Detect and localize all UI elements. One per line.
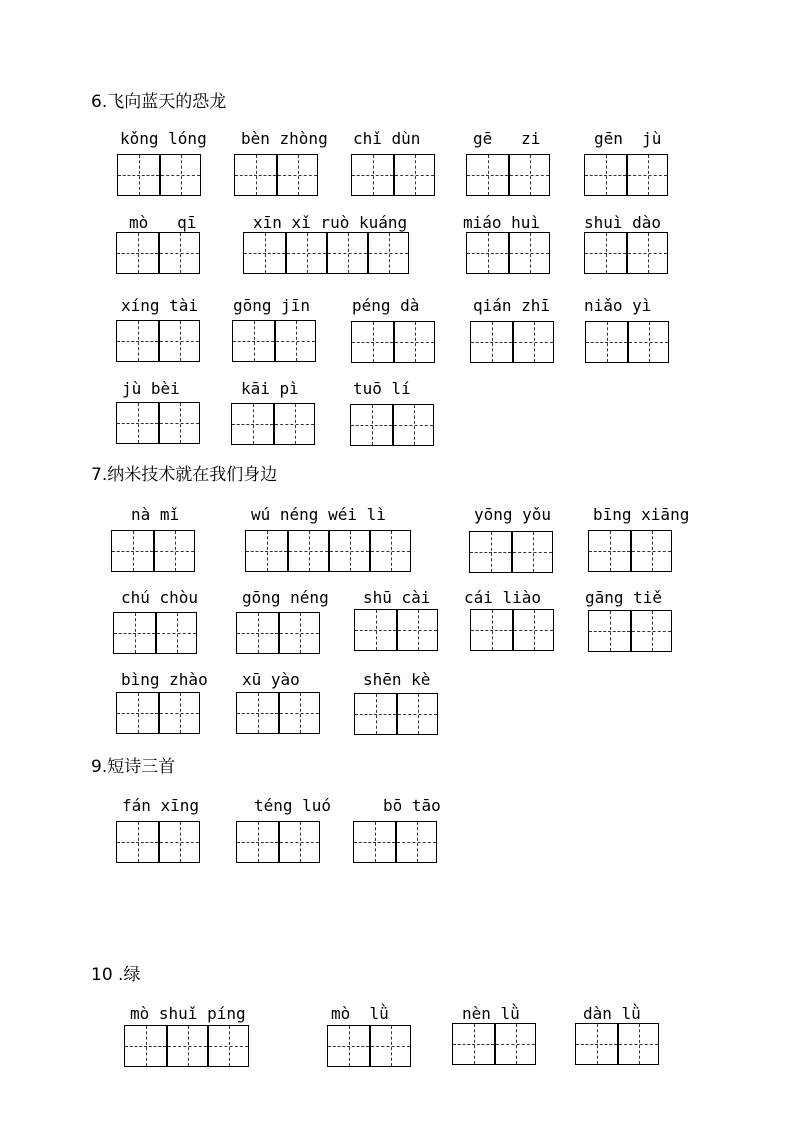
writing-grid[interactable]: [236, 612, 320, 654]
writing-grid[interactable]: [113, 612, 197, 654]
char-cell[interactable]: [355, 610, 396, 650]
pinyin-label: mò qī: [129, 213, 197, 232]
char-cell[interactable]: [117, 233, 158, 273]
pinyin-label: chú chòu: [121, 588, 199, 607]
char-cell[interactable]: [114, 613, 155, 653]
writing-grid[interactable]: [350, 404, 434, 446]
char-cell[interactable]: [328, 1026, 369, 1066]
char-cell[interactable]: [117, 693, 158, 733]
char-cell[interactable]: [351, 405, 392, 445]
writing-grid[interactable]: [584, 232, 668, 274]
writing-grid[interactable]: [354, 609, 438, 651]
char-cell[interactable]: [326, 233, 367, 273]
pinyin-label: xīn xǐ ruò kuáng: [253, 213, 408, 232]
writing-grid[interactable]: [351, 154, 435, 196]
writing-grid[interactable]: [327, 1025, 411, 1067]
char-cell[interactable]: [237, 613, 278, 653]
char-cell[interactable]: [586, 322, 627, 362]
char-cell[interactable]: [155, 613, 196, 653]
char-cell[interactable]: [273, 404, 314, 444]
char-cell[interactable]: [396, 610, 437, 650]
writing-grid[interactable]: [116, 821, 200, 863]
pinyin-label: gēn jù: [594, 129, 662, 148]
writing-grid[interactable]: [117, 154, 201, 196]
writing-grid[interactable]: [243, 232, 409, 274]
char-cell[interactable]: [352, 322, 393, 362]
section-title-10: 10 .绿: [91, 965, 141, 985]
char-cell[interactable]: [511, 532, 552, 572]
char-cell[interactable]: [393, 322, 434, 362]
char-cell[interactable]: [585, 155, 626, 195]
char-cell[interactable]: [158, 321, 199, 361]
char-cell[interactable]: [467, 233, 508, 273]
writing-grid[interactable]: [466, 154, 550, 196]
char-cell[interactable]: [158, 693, 199, 733]
pinyin-label: nèn lǜ: [462, 1004, 520, 1023]
char-cell[interactable]: [117, 822, 158, 862]
section-title-7: 7.纳米技术就在我们身边: [91, 465, 278, 485]
char-cell[interactable]: [158, 233, 199, 273]
char-cell[interactable]: [512, 610, 553, 650]
char-cell[interactable]: [512, 322, 553, 362]
char-cell[interactable]: [159, 155, 200, 195]
char-cell[interactable]: [278, 613, 319, 653]
char-cell[interactable]: [278, 822, 319, 862]
pinyin-label: bīng xiāng: [593, 505, 690, 524]
char-cell[interactable]: [112, 531, 153, 571]
writing-grid[interactable]: [116, 402, 200, 444]
writing-grid[interactable]: [588, 610, 672, 652]
writing-grid[interactable]: [575, 1023, 659, 1065]
writing-grid[interactable]: [351, 321, 435, 363]
pinyin-label: dàn lǜ: [583, 1004, 641, 1023]
char-cell[interactable]: [576, 1024, 617, 1064]
pinyin-label: gāng tiě: [585, 588, 663, 607]
char-cell[interactable]: [369, 531, 410, 571]
char-cell[interactable]: [395, 822, 436, 862]
pinyin-label: kāi pì: [241, 379, 299, 398]
pinyin-label: gōng jīn: [233, 296, 311, 315]
writing-grid[interactable]: [111, 530, 195, 572]
char-cell[interactable]: [627, 322, 668, 362]
char-cell[interactable]: [617, 1024, 658, 1064]
char-cell[interactable]: [393, 155, 434, 195]
pinyin-label: xíng tài: [121, 296, 199, 315]
pinyin-label: jù bèi: [122, 379, 180, 398]
pinyin-label: xū yào: [242, 670, 300, 689]
char-cell[interactable]: [471, 322, 512, 362]
char-cell[interactable]: [630, 531, 671, 571]
pinyin-label: kǒng lóng: [120, 129, 207, 148]
pinyin-label: qián zhī: [473, 296, 551, 315]
pinyin-label: mò shuǐ píng: [130, 1004, 246, 1023]
pinyin-label: cái liào: [464, 588, 542, 607]
pinyin-label: yōng yǒu: [474, 505, 552, 524]
char-cell[interactable]: [630, 611, 671, 651]
char-cell[interactable]: [117, 321, 158, 361]
pinyin-label: péng dà: [352, 296, 420, 315]
char-cell[interactable]: [118, 155, 159, 195]
writing-grid[interactable]: [452, 1023, 536, 1065]
char-cell[interactable]: [494, 1024, 535, 1064]
char-cell[interactable]: [352, 155, 393, 195]
char-cell[interactable]: [367, 233, 408, 273]
writing-grid[interactable]: [232, 320, 316, 362]
section-title-9: 9.短诗三首: [91, 757, 176, 777]
pinyin-label: tuō lí: [353, 379, 411, 398]
char-cell[interactable]: [276, 155, 317, 195]
writing-grid[interactable]: [236, 821, 320, 863]
pinyin-label: nà mǐ: [131, 505, 180, 524]
section-title-6: 6.飞向蓝天的恐龙: [91, 92, 227, 112]
char-cell[interactable]: [158, 403, 199, 443]
pinyin-label: wú néng wéi lì: [251, 505, 386, 524]
char-cell[interactable]: [328, 531, 369, 571]
pinyin-label: chǐ dùn: [353, 129, 421, 148]
char-cell[interactable]: [274, 321, 315, 361]
writing-grid[interactable]: [466, 232, 550, 274]
pinyin-label: téng luó: [254, 796, 332, 815]
char-cell[interactable]: [467, 155, 508, 195]
writing-grid[interactable]: [588, 530, 672, 572]
char-cell[interactable]: [237, 822, 278, 862]
pinyin-label: shēn kè: [363, 670, 431, 689]
char-cell[interactable]: [287, 531, 328, 571]
char-cell[interactable]: [369, 1026, 410, 1066]
writing-grid[interactable]: [585, 321, 669, 363]
writing-grid[interactable]: [116, 692, 200, 734]
writing-grid[interactable]: [116, 320, 200, 362]
char-cell[interactable]: [508, 233, 549, 273]
char-cell[interactable]: [471, 610, 512, 650]
writing-grid[interactable]: [353, 821, 437, 863]
char-cell[interactable]: [166, 1026, 207, 1066]
pinyin-label: bèn zhòng: [241, 129, 328, 148]
char-cell[interactable]: [396, 694, 437, 734]
char-cell[interactable]: [470, 532, 511, 572]
char-cell[interactable]: [237, 693, 278, 733]
char-cell[interactable]: [589, 531, 630, 571]
char-cell[interactable]: [233, 321, 274, 361]
char-cell[interactable]: [508, 155, 549, 195]
char-cell[interactable]: [117, 403, 158, 443]
writing-grid[interactable]: [354, 693, 438, 735]
char-cell[interactable]: [453, 1024, 494, 1064]
writing-grid[interactable]: [469, 531, 553, 573]
char-cell[interactable]: [278, 693, 319, 733]
pinyin-label: shuì dào: [584, 213, 662, 232]
char-cell[interactable]: [626, 233, 667, 273]
writing-grid[interactable]: [470, 321, 554, 363]
pinyin-label: gōng néng: [242, 588, 329, 607]
pinyin-label: shū cài: [363, 588, 431, 607]
writing-grid[interactable]: [231, 403, 315, 445]
char-cell[interactable]: [153, 531, 194, 571]
pinyin-label: niǎo yì: [584, 296, 652, 315]
char-cell[interactable]: [232, 404, 273, 444]
writing-grid[interactable]: [116, 232, 200, 274]
pinyin-label: bìng zhào: [121, 670, 208, 689]
char-cell[interactable]: [392, 405, 433, 445]
writing-grid[interactable]: [124, 1025, 249, 1067]
writing-grid[interactable]: [584, 154, 668, 196]
char-cell[interactable]: [125, 1026, 166, 1066]
pinyin-label: fán xīng: [122, 796, 200, 815]
char-cell[interactable]: [585, 233, 626, 273]
char-cell[interactable]: [355, 694, 396, 734]
writing-grid[interactable]: [245, 530, 411, 572]
char-cell[interactable]: [158, 822, 199, 862]
char-cell[interactable]: [207, 1026, 248, 1066]
char-cell[interactable]: [285, 233, 326, 273]
char-cell[interactable]: [235, 155, 276, 195]
char-cell[interactable]: [354, 822, 395, 862]
char-cell[interactable]: [246, 531, 287, 571]
pinyin-label: gē zi: [473, 129, 541, 148]
pinyin-label: bō tāo: [383, 796, 441, 815]
pinyin-label: mò lǜ: [331, 1004, 389, 1023]
writing-grid[interactable]: [236, 692, 320, 734]
char-cell[interactable]: [626, 155, 667, 195]
char-cell[interactable]: [589, 611, 630, 651]
char-cell[interactable]: [244, 233, 285, 273]
pinyin-label: miáo huì: [463, 213, 541, 232]
writing-grid[interactable]: [234, 154, 318, 196]
writing-grid[interactable]: [470, 609, 554, 651]
